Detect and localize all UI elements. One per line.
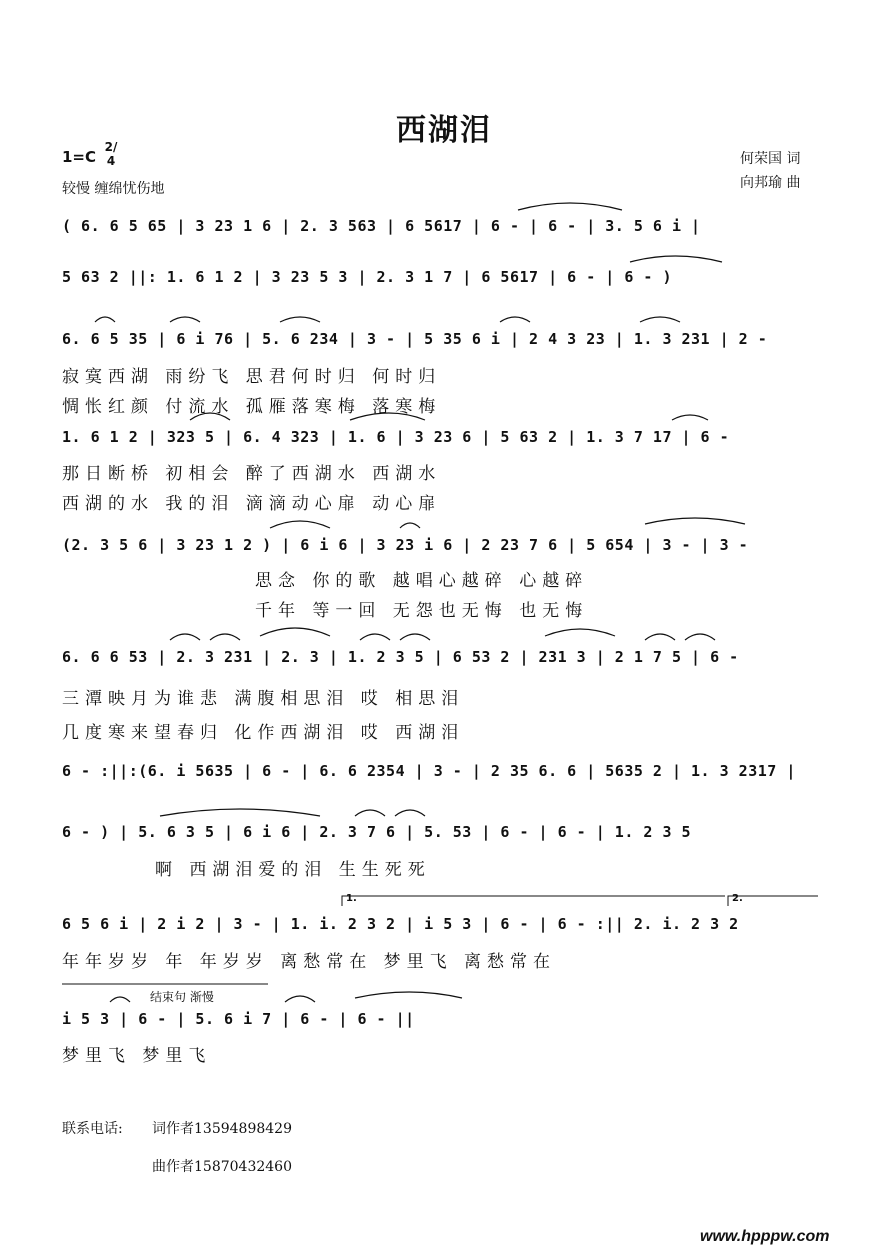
lyric-line-3-verse-1: 寂寞西湖 雨纷飞 思君何时归 何时归 <box>62 367 442 387</box>
lyric-line-5-verse-1: 思念 你的歌 越唱心越碎 心越碎 <box>255 571 589 591</box>
notation-line-8: 6 - ) | 5. 6 3 5 | 6 i 6 | 2. 3 7 6 | 5. 53 | 6 - | 6 - | 1. 2 3 5 <box>62 823 692 841</box>
slur <box>210 634 240 640</box>
slur <box>285 996 315 1002</box>
slur <box>645 634 675 640</box>
slur <box>400 634 430 640</box>
lyric-line-9: 年年岁岁 年 年岁岁 离愁常在 梦里飞 离愁常在 <box>62 952 557 972</box>
contact-lyricist-phone: 词作者13594898429 <box>152 1121 292 1137</box>
volta-2-label: 2. <box>732 893 743 904</box>
time-signature-value: 2/4 <box>104 140 118 168</box>
slur <box>270 521 330 528</box>
slur <box>400 523 420 528</box>
composer-credit: 向邦瑜 曲 <box>740 175 801 191</box>
watermark-url: www.hpppw.com <box>700 1228 830 1245</box>
volta-2-bracket <box>728 896 818 906</box>
slur <box>685 634 715 640</box>
lyric-line-6-verse-1: 三潭映月为谁悲 满腹相思泪 哎 相思泪 <box>62 689 465 709</box>
slur <box>395 810 425 816</box>
lyric-line-3-verse-2: 惆怅红颜 付流水 孤雁落寒梅 落寒梅 <box>62 397 442 417</box>
slur <box>170 317 200 322</box>
notation-line-10: i 5 3 | 6 - | 5. 6 i 7 | 6 - | 6 - || <box>62 1010 415 1028</box>
slur <box>170 634 200 640</box>
lyric-line-6-verse-2: 几度寒来望春归 化作西湖泪 哎 西湖泪 <box>62 723 465 743</box>
slur <box>190 413 230 420</box>
lyric-line-8: 啊 西湖泪爱的泪 生生死死 <box>155 860 431 880</box>
slur <box>640 317 680 322</box>
notation-line-5: (2. 3 5 6 | 3 23 1 2 ) | 6 i 6 | 3 23 i 6 | 2 23 7 6 | 5 654 | 3 - | 3 - <box>62 536 749 554</box>
notation-line-7: 6 - :||:(6. i 5635 | 6 - | 6. 6 2354 | 3 - | 2 35 6. 6 | 5635 2 | 1. 3 2317 | <box>62 762 796 780</box>
volta-1-bracket <box>342 896 725 906</box>
slur <box>110 997 130 1002</box>
slur <box>545 629 615 636</box>
notation-line-1: ( 6. 6 5 65 | 3 23 1 6 | 2. 3 563 | 6 5617 | 6 - | 6 - | 3. 5 6 i | <box>62 217 701 235</box>
tempo-marking: 较慢 缠绵忧伤地 <box>62 181 165 197</box>
volta-1-label: 1. <box>346 893 357 904</box>
page-title: 西湖泪 <box>396 113 492 148</box>
slur <box>645 518 745 524</box>
slur <box>260 628 330 636</box>
notation-line-3: 6. 6 5 35 | 6 i 76 | 5. 6 234 | 3 - | 5 35 6 i | 2 4 3 23 | 1. 3 231 | 2 - <box>62 330 768 348</box>
slur <box>518 203 622 210</box>
notation-line-2: 5 63 2 ||: 1. 6 1 2 | 3 23 5 3 | 2. 3 1 7 | 6 5617 | 6 - | 6 - ) <box>62 268 672 286</box>
slur <box>280 317 320 322</box>
lyric-line-5-verse-2: 千年 等一回 无怨也无悔 也无悔 <box>255 601 589 621</box>
volta-brackets <box>342 896 818 906</box>
slur <box>672 415 708 420</box>
slur <box>355 992 462 998</box>
slur <box>355 810 385 816</box>
lyric-line-4-verse-2: 西湖的水 我的泪 滴滴动心扉 动心扉 <box>62 494 442 514</box>
notation-line-6: 6. 6 6 53 | 2. 3 231 | 2. 3 | 1. 2 3 5 | 6 53 2 | 231 3 | 2 1 7 5 | 6 - <box>62 648 739 666</box>
contact-composer-phone: 曲作者15870432460 <box>152 1159 292 1175</box>
key-signature: 1=C <box>62 148 97 166</box>
lyric-line-10: 梦里飞 梦里飞 <box>62 1046 212 1066</box>
slur-marks <box>95 203 745 1002</box>
lyricist-credit: 何荣国 词 <box>740 151 801 167</box>
slur <box>630 256 722 262</box>
contact-label: 联系电话: <box>62 1121 123 1137</box>
ending-marking: 结束句 渐慢 <box>150 990 214 1004</box>
slur <box>360 634 390 640</box>
slur <box>95 317 115 322</box>
lyric-line-4-verse-1: 那日断桥 初相会 醉了西湖水 西湖水 <box>62 464 442 484</box>
slur <box>500 317 530 322</box>
slur <box>350 413 425 420</box>
notation-line-9: 6 5 6 i | 2 i 2 | 3 - | 1. i. 2 3 2 | i 5 3 | 6 - | 6 - :|| 2. i. 2 3 2 <box>62 915 739 933</box>
notation-line-4: 1. 6 1 2 | 323 5 | 6. 4 323 | 1. 6 | 3 23 6 | 5 63 2 | 1. 3 7 17 | 6 - <box>62 428 730 446</box>
slur <box>160 809 320 816</box>
